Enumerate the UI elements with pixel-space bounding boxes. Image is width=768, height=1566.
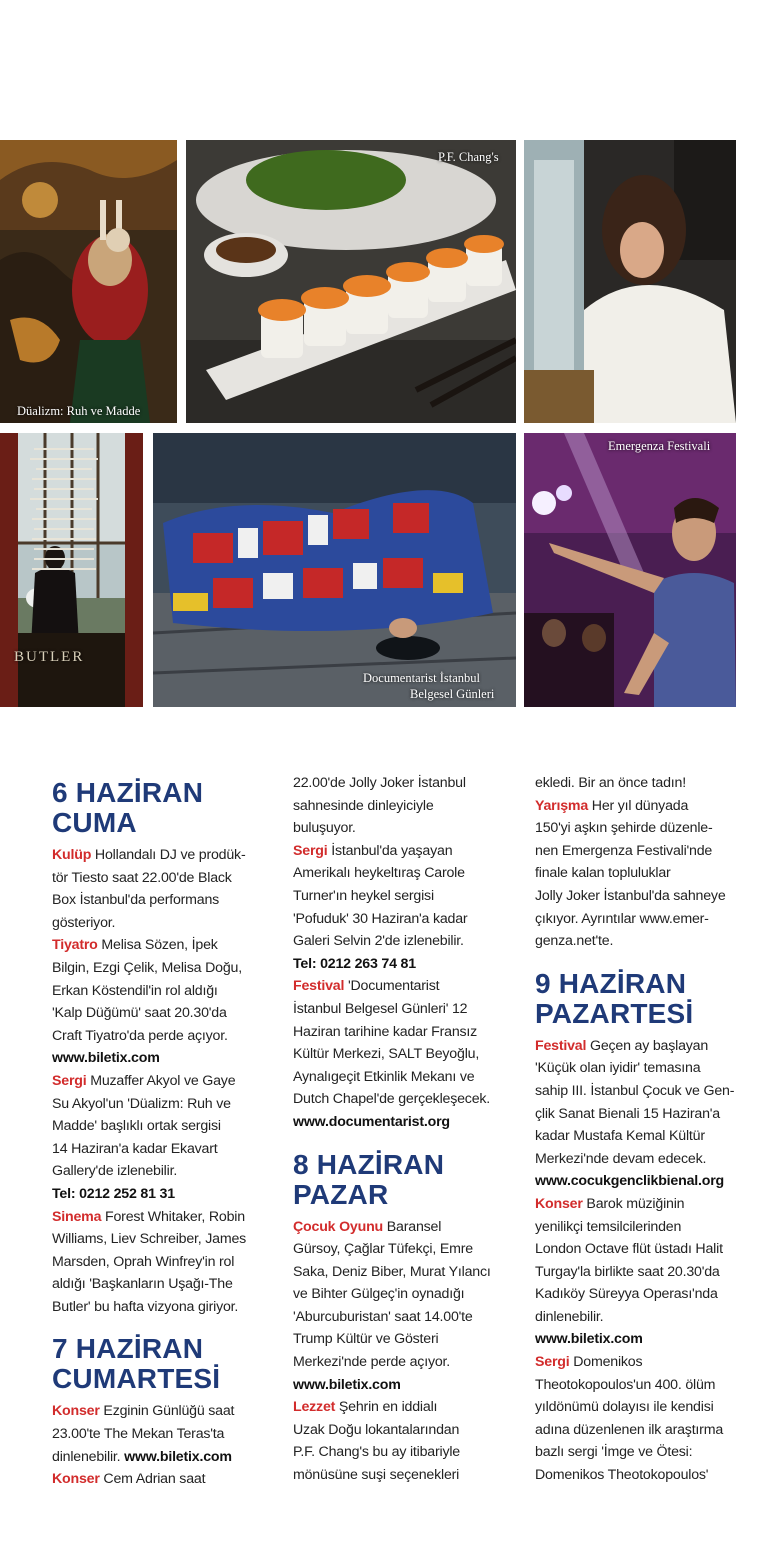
phone-number: Tel: 0212 263 74 81 — [293, 955, 416, 972]
caption-documentarist-1: Documentarist İstanbul — [363, 671, 480, 685]
event-line: Kulüp Hollandalı DJ ve prodük- — [52, 847, 246, 863]
event-line: Sergi İstanbul'da yaşayan — [293, 842, 453, 859]
category-label: Festival — [535, 1037, 587, 1054]
category-label: Çocuk Oyunu — [293, 1218, 384, 1235]
day-heading-7: 7 HAZİRAN CUMARTESİ — [52, 1333, 221, 1395]
caption-dualizm: Düalizm: Ruh ve Madde — [17, 404, 141, 418]
caption-documentarist-2: Belgesel Günleri — [410, 687, 495, 701]
caption-butler: BUTLER — [14, 649, 85, 665]
caption-emergenza: Emergenza Festivali — [608, 439, 711, 453]
event-line: Yarışma Her yıl dünyada — [535, 797, 689, 814]
butler-poster-photo — [0, 433, 143, 707]
category-label: Sergi — [535, 1354, 570, 1371]
event-line: Konser Ezginin Günlüğü saat — [52, 1403, 235, 1420]
day-heading-6: 6 HAZİRAN CUMA — [52, 777, 204, 838]
category-label: Sergi — [293, 842, 328, 859]
column-1: 6 HAZİRAN CUMA Kulüp Hollandalı DJ ve prodük- tör Tiesto saat 22.00'de Black Box İstanbul'da performans gösteriyor. Tiyatro Melisa Sözen, İpek Bilgin, Ezgi Çelik, Melisa Doğu, Erkan Köstendil'in rol aldığı 'Kalp Düğümü' saat 20.30'da Craft Tiyatro'da perde açıyor. www.biletix.com Sergi Muzaffer Akyol ve Gaye Su Akyol'un 'Düalizm: Ruh ve Madde' başlıklı ortak sergisi 14 Haziran'a kadar Ekavart Gallery'de izlenebilir. Tel: 0212 252 81 31 Sinema Forest Whitaker, Robin Williams, Liev Schreiber, James Marsden, Oprah Winfrey'in rol aldığı 'Başkanların Uşağı-The Butler' bu hafta vizyona giriyor. 7 HAZİRAN CUMARTESİ Konser Ezginin Günlüğü saat 23.00'te The Mekan Teras'ta dinlenebilir. www.biletix.com Konser Cem Adrian saat — [52, 772, 277, 1491]
event-line: Festival Geçen ay başlayan — [535, 1037, 709, 1054]
web-link[interactable]: www.biletix.com — [293, 1376, 401, 1393]
event-line: Festival 'Documentarist — [293, 978, 440, 995]
web-link[interactable]: www.biletix.com — [535, 1331, 643, 1348]
documentarist-photo — [153, 433, 516, 707]
category-label: Yarışma — [535, 797, 589, 814]
web-link[interactable]: www.biletix.com — [52, 1050, 160, 1067]
web-link[interactable]: www.biletix.com — [124, 1448, 232, 1465]
column-2: 22.00'de Jolly Joker İstanbul sahnesinde dinleyiciyle buluşuyor. Sergi İstanbul'da yaşayan Amerikalı heykeltıraş Carole Turner'ın heykel sergisi 'Pofuduk' 30 Haziran'a kadar Galeri Selvin 2'de izlenebilir. Tel: 0212 263 74 81 Festival 'Documentarist İstanbul Belgesel Günleri' 12 Haziran tarihine kadar Fransız Kültür Merkezi, SALT Beyoğlu, Aynalıgeçit Etkinlik Mekanı ve Dutch Chapel'de gerçekleşecek. www.documentarist.org 8 HAZİRAN PAZAR Çocuk Oyunu Baransel Gürsoy, Çağlar Tüfekçi, Emre Saka, Deniz Biber, Murat Yılancı ve Bihter Gülgeç'in oynadığı 'Aburcuburistan' saat 14.00'te Trump Kültür ve Gösteri Merkezi'nde perde açıyor. www.biletix.com Lezzet Şehrin en iddialı Uzak Doğu lokantalarından P.F. Chang's bu ay itibariyle mönüsüne suşi seçenekleri — [293, 772, 521, 1487]
category-label: Sergi — [52, 1072, 87, 1089]
event-line: Sinema Forest Whitaker, Robin — [52, 1208, 245, 1225]
category-label: Konser — [52, 1403, 100, 1420]
day-heading-9: 9 HAZİRAN PAZARTESİ — [535, 967, 694, 1029]
event-line: dinlenebilir. www.biletix.com — [52, 1448, 232, 1465]
caption-pfchangs: P.F. Chang's — [438, 150, 499, 164]
web-link[interactable]: www.cocukgenclikbienal.org — [535, 1173, 725, 1190]
category-label: Sinema — [52, 1208, 102, 1225]
event-line: Sergi Domenikos — [535, 1354, 643, 1371]
emergenza-festival-photo — [524, 433, 736, 707]
category-label: Kulüp — [52, 847, 92, 863]
category-label: Tiyatro — [52, 937, 98, 954]
sculptor-photo — [524, 140, 736, 423]
event-line: Konser Cem Adrian saat — [52, 1471, 206, 1488]
dualizm-artwork-photo — [0, 140, 177, 423]
event-line: Tiyatro Melisa Sözen, İpek — [52, 937, 218, 954]
phone-number: Tel: 0212 252 81 31 — [52, 1185, 175, 1202]
category-label: Lezzet — [293, 1399, 336, 1416]
sushi-photo — [186, 140, 516, 423]
event-line: Sergi Muzaffer Akyol ve Gaye — [52, 1072, 236, 1089]
category-label: Konser — [535, 1195, 583, 1212]
event-line: Çocuk Oyunu Baransel — [293, 1218, 442, 1235]
event-line: Konser Barok müziğinin — [535, 1195, 685, 1212]
column-3: ekledi. Bir an önce tadın! Yarışma Her yıl dünyada 150'yi aşkın şehirde düzenle- nen Emergenza Festivali'nde finale kalan topluluklar Jolly Joker İstanbul'da sahneye çıkıyor. Ayrıntılar www.emer- genza.net'te. 9 HAZİRAN PAZARTESİ Festival Geçen ay başlayan 'Küçük olan iyidir' temasına sahip III. İstanbul Çocuk ve Gen- çlik Sanat Bienali 15 Haziran'a kadar Mustafa Kemal Kültür Merkezi'nde devam edecek. www.cocukgenclikbienal.org Konser Barok müziğinin yenilikçi temsilcilerinden London Octave flüt üstadı Halit Turgay'la birlikte saat 20.30'da Kadıköy Süreyya Operası'nda dinlenebilir. www.biletix.com Sergi Domenikos Theotokopoulos'un 400. ölüm yıldönümü dolayısı ile kendisi adına düzenlenen ilk araştırma bazlı sergi 'İmge ve Ötesi: Domenikos Theotokopoulos' — [535, 772, 763, 1487]
web-link[interactable]: www.documentarist.org — [293, 1113, 450, 1130]
category-label: Konser — [52, 1471, 100, 1488]
day-heading-8: 8 HAZİRAN PAZAR — [293, 1148, 445, 1210]
event-line: Lezzet Şehrin en iddialı — [293, 1399, 438, 1416]
category-label: Festival — [293, 978, 345, 995]
